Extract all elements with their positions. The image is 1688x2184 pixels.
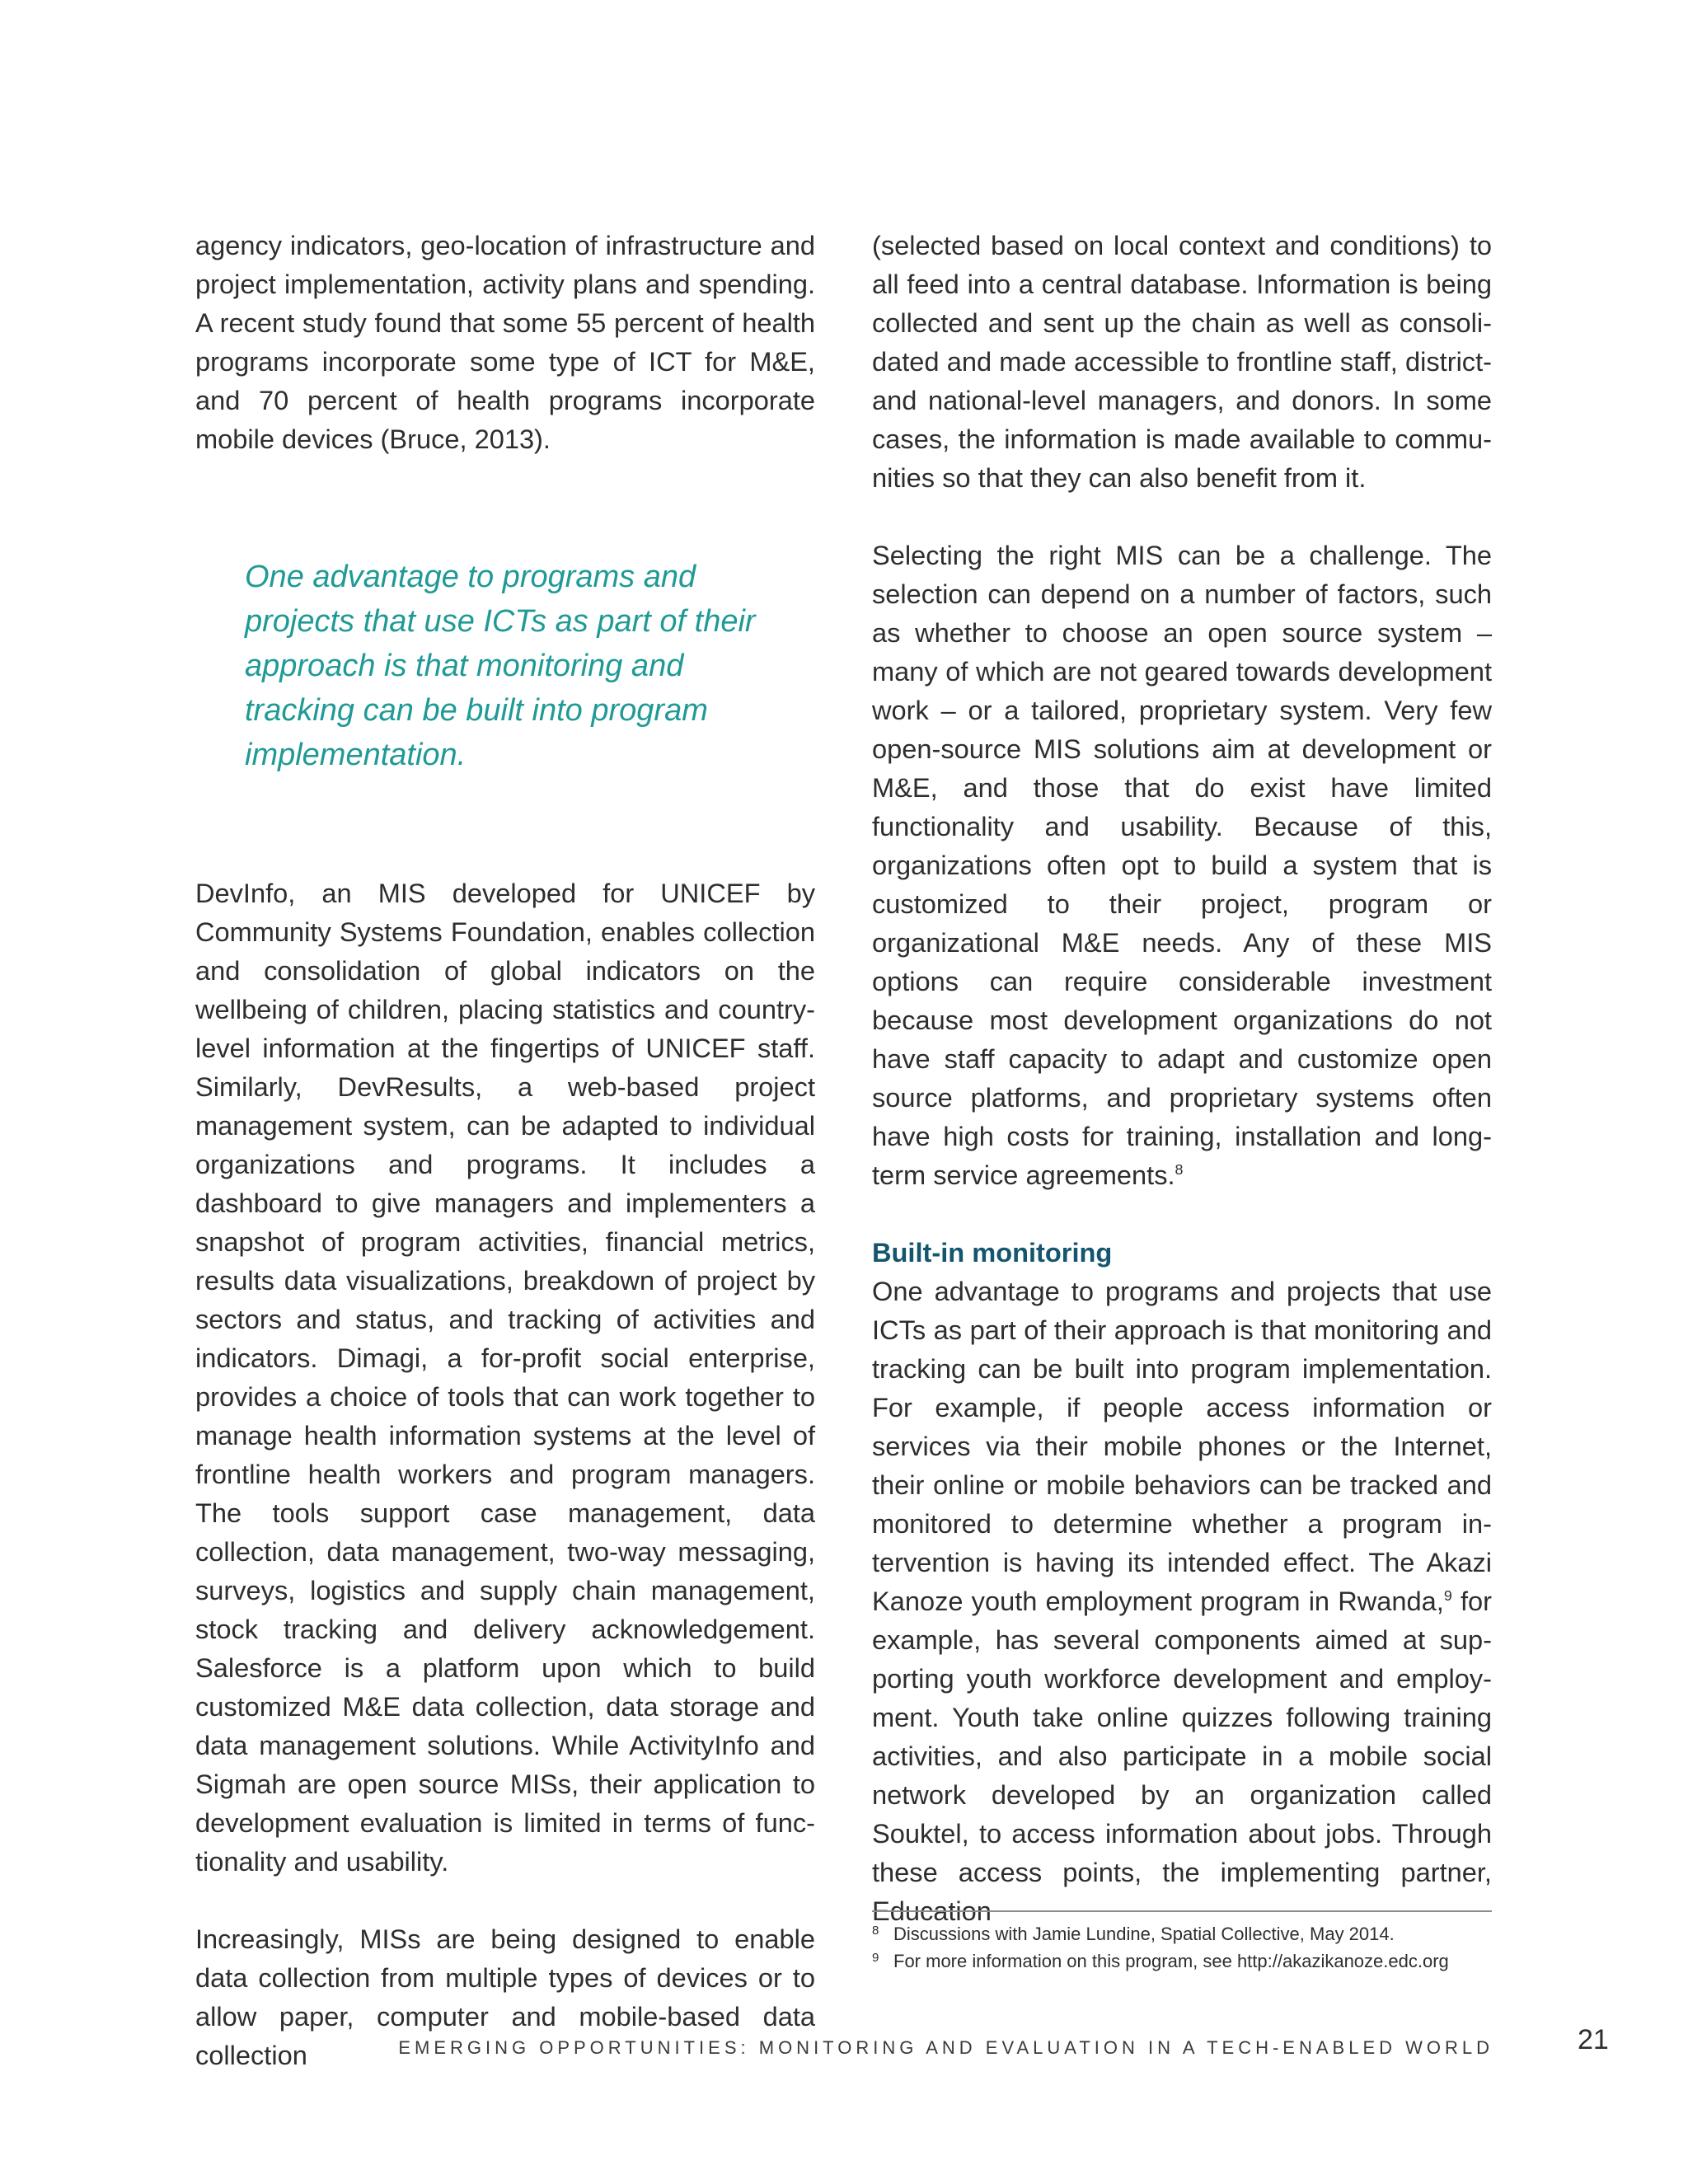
- footnote-number: 9: [872, 1951, 879, 1965]
- section-heading: Built-in monitoring: [872, 1237, 1113, 1268]
- body-paragraph: (selected based on local context and conditions) to all feed into a central database. Information is being collected and sent up the chain as well as consolidated and made accessible to frontline staff, district- and national-level managers, and donors. In some cases, the information is made available to communities so that they can also benefit from it.: [872, 230, 1492, 493]
- running-footer-title: EMERGING OPPORTUNITIES: MONITORING AND EVALUATION IN A TECH-ENABLED WORLD: [398, 2037, 1493, 2058]
- footnotes: [872, 1910, 1492, 1975]
- footnote-text: Discussions with Jamie Lundine, Spatial Collective, May 2014.: [893, 1924, 1395, 1944]
- footnote-reference: 9: [1443, 1587, 1452, 1605]
- footnote: [872, 1920, 1492, 1947]
- footnote-text: For more information on this program, see http://akazikanoze.edc.org: [893, 1951, 1449, 1971]
- right-column: [872, 226, 1492, 1930]
- footnote-reference: 8: [1175, 1161, 1184, 1179]
- body-paragraph: [872, 536, 1492, 1194]
- paragraph-text: One advantage to programs and projects that use ICTs as part of their approach is that monitoring and tracking can be built into program implementation. For example, if people access information or services via their mobile phones or the Internet, their online or mobile behaviors can be tracked and monitored to determine whether a program intervention is having its intended effect. The Akazi Kanoze youth employment program in Rwanda,: [872, 1276, 1492, 1616]
- footnote-number: 8: [872, 1924, 879, 1938]
- body-paragraph: DevInfo, an MIS developed for UNICEF by Community Systems Foundation, enables collection and consolidation of global indicators on the wellbeing of children, placing statistics and country-level information at the fingertips of UNICEF staff. Similarly, DevResults, a web-based project management system, can be adapted to individual organizations and programs. It includes a dashboard to give managers and implementers a snapshot of program activities, financial metrics, results data visualizations, breakdown of project by sectors and status, and tracking of activities and indicators. Dimagi, a for-profit social enterprise, provides a choice of tools that can work together to manage health information systems at the level of frontline health workers and program managers. The tools support case management, data collection, data management, two-way messaging, surveys, logistics and supply chain management, stock tracking and delivery acknowledgement. Salesforce is a platform upon which to build customized M&E data collection, data storage and data management solutions. While ActivityInfo and Sigmah are open source MISs, their application to development evaluation is limited in terms of functionality and usability.: [195, 878, 815, 1877]
- pull-quote: One advantage to programs and projects that use ICTs as part of their approach is that monitoring and tracking can be built into program implementation.: [245, 560, 756, 772]
- page-number: 21: [1578, 2024, 1609, 2055]
- body-paragraph: Increasingly, MISs are being designed to enable data collection from multiple types of devices or to allow paper, computer and mobile-based data collection: [195, 1924, 815, 2070]
- paragraph-text: for example, has several components aimed at supporting youth workforce development and employment. Youth take online quizzes following training activities, and also participate in a mobile social network developed by an organization called Souktel, to access information about jobs. Through these access points, the implementing partner, Education: [872, 1586, 1492, 1926]
- paragraph-text: Selecting the right MIS can be a challenge. The selection can depend on a number of factors, such as whether to choose an open source system – many of which are not geared towards development work – or a tailored, proprietary system. Very few open-source MIS solutions aim at development or M&E, and those that do exist have limited functionality and usability. Because of this, organizations often opt to build a system that is customized to their project, program or organizational M&E needs. Any of these MIS options can require considerable investment because most development organizations do not have staff capacity to adapt and customize open source platforms, and proprietary systems often have high costs for training, installation and long-term service agreements.: [872, 540, 1492, 1190]
- footnote: [872, 1947, 1492, 1975]
- body-paragraph: agency indicators, geo-location of infrastructure and project implementation, activity plans and spending. A recent study found that some 55 percent of health programs incorporate some type of ICT for M&E, and 70 percent of health programs incorporate mobile devices (Bruce, 2013).: [195, 230, 815, 454]
- left-column: [195, 226, 815, 2074]
- body-paragraph: [872, 1272, 1492, 1930]
